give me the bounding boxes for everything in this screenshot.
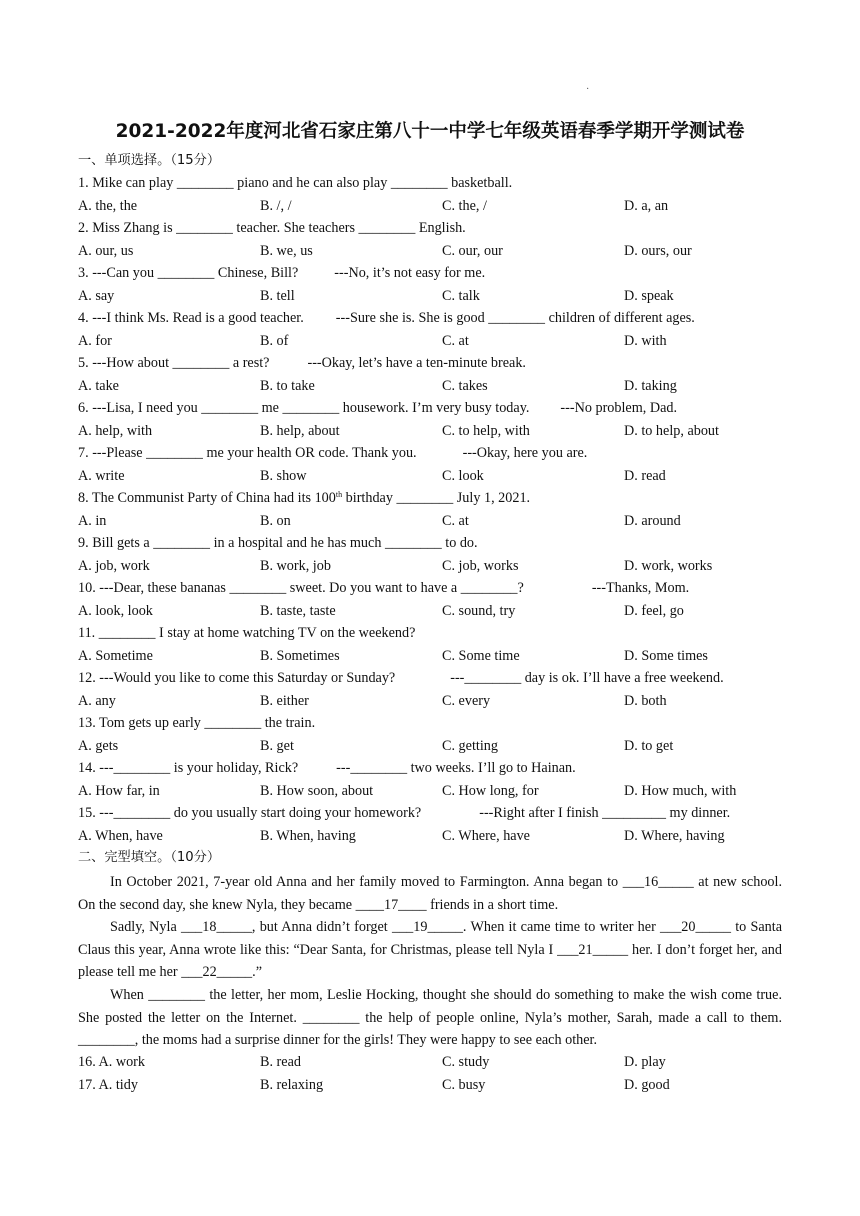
question-14-prompt: 14. ---________ is your holiday, Rick? <box>78 760 299 776</box>
option-d: D. play <box>624 1054 666 1070</box>
option-a: A. help, with <box>78 423 153 439</box>
option-c: C. takes <box>442 378 488 394</box>
option-c: C. at <box>442 513 469 529</box>
question-8-text-end: birthday ________ July 1, 2021. <box>342 490 531 506</box>
option-a: A. take <box>78 378 119 394</box>
question-11-options <box>78 646 784 666</box>
option-c: C. to help, with <box>442 423 530 439</box>
option-a: A. job, work <box>78 558 150 574</box>
question-9: 9. Bill gets a ________ in a hospital and he has much ________ to do. <box>78 535 478 551</box>
option-b: B. help, about <box>260 423 340 439</box>
cloze-paragraph-1: In October 2021, 7-year old Anna and her family moved to Farmington. Anna began to ___16_____ at new school. On the second day, she knew Nyla, they became ____17____ friends in a short time. <box>78 874 782 913</box>
option-b: B. relaxing <box>260 1077 324 1093</box>
question-4 <box>78 308 784 328</box>
option-c: C. talk <box>442 288 480 304</box>
question-15-options <box>78 826 784 846</box>
question-3-reply: ---No, it’s not easy for me. <box>334 265 486 281</box>
question-3 <box>78 263 784 283</box>
option-d: D. Where, having <box>624 828 725 844</box>
section-heading-cloze: 二、完型填空。（10分） <box>78 850 221 865</box>
question-10-prompt: 10. ---Dear, these bananas ________ sweet. Do you want to have a ________? <box>78 580 524 596</box>
question-8-options <box>78 511 784 531</box>
option-b: B. of <box>260 333 289 349</box>
option-c: C. our, our <box>442 243 503 259</box>
question-6-prompt: 6. ---Lisa, I need you ________ me ________ housework. I’m very busy today. <box>78 400 530 416</box>
question-8-text-start: 8. The Communist Party of China had its 100 <box>78 490 336 506</box>
option-a: A. Sometime <box>78 648 153 664</box>
option-d: D. to get <box>624 738 674 754</box>
question-6-reply: ---No problem, Dad. <box>560 400 678 416</box>
option-d: D. both <box>624 693 667 709</box>
option-d: D. Some times <box>624 648 708 664</box>
option-b: B. we, us <box>260 243 313 259</box>
question-16-options <box>78 1052 784 1072</box>
option-b: B. Sometimes <box>260 648 340 664</box>
question-4-reply: ---Sure she is. She is good ________ children of different ages. <box>335 310 695 326</box>
question-2: 2. Miss Zhang is ________ teacher. She teachers ________ English. <box>78 220 466 236</box>
option-a: A. the, the <box>78 198 138 214</box>
question-9-options <box>78 556 784 576</box>
question-1: 1. Mike can play ________ piano and he can also play ________ basketball. <box>78 175 513 191</box>
option-b: B. get <box>260 738 294 754</box>
option-c: C. at <box>442 333 469 349</box>
question-10 <box>78 578 784 598</box>
option-b: B. either <box>260 693 309 709</box>
option-b: B. tell <box>260 288 295 304</box>
page-title: 2021-2022年度河北省石家庄第八十一中学七年级英语春季学期开学测试卷 <box>115 121 745 142</box>
option-d: D. a, an <box>624 198 669 214</box>
option-d: D. with <box>624 333 667 349</box>
question-15-prompt: 15. ---________ do you usually start doing your homework? <box>78 805 422 821</box>
option-c: C. every <box>442 693 491 709</box>
question-4-prompt: 4. ---I think Ms. Read is a good teacher. <box>78 310 304 326</box>
option-c: C. Where, have <box>442 828 530 844</box>
question-10-options <box>78 601 784 621</box>
question-11: 11. ________ I stay at home watching TV on the weekend? <box>78 625 416 641</box>
option-c: C. getting <box>442 738 498 754</box>
option-d: D. read <box>624 468 666 484</box>
question-8 <box>78 488 784 508</box>
option-b: B. on <box>260 513 291 529</box>
option-a: A. say <box>78 288 115 304</box>
option-c: C. the, / <box>442 198 487 214</box>
option-c: C. busy <box>442 1077 486 1093</box>
question-6 <box>78 398 784 418</box>
option-b: B. How soon, about <box>260 783 374 799</box>
question-13-options <box>78 736 784 756</box>
question-12-options <box>78 691 784 711</box>
question-12-reply: ---________ day is ok. I’ll have a free weekend. <box>450 670 724 686</box>
option-a: A. any <box>78 693 116 709</box>
option-c: C. look <box>442 468 484 484</box>
option-d: D. taking <box>624 378 677 394</box>
question-2-options <box>78 241 784 261</box>
option-b: B. /, / <box>260 198 292 214</box>
option-a: A. our, us <box>78 243 134 259</box>
option-a: A. When, have <box>78 828 163 844</box>
option-a: 17. A. tidy <box>78 1077 138 1093</box>
option-b: B. taste, taste <box>260 603 336 619</box>
option-a: A. in <box>78 513 107 529</box>
question-10-reply: ---Thanks, Mom. <box>591 580 690 596</box>
question-3-prompt: 3. ---Can you ________ Chinese, Bill? <box>78 265 299 281</box>
option-c: C. How long, for <box>442 783 539 799</box>
cloze-paragraph-2: Sadly, Nyla ___18_____, but Anna didn’t forget ___19_____. When it came time to writer her ___20_____ to Santa Claus this year, Anna wrote like this: “Dear Santa, for Christmas, please tell Nyla I ___21_____ her. I don’t forget her, and please tell me her ___22_____.” <box>78 919 782 981</box>
option-b: B. show <box>260 468 307 484</box>
option-b: B. read <box>260 1054 301 1070</box>
question-3-options <box>78 286 784 306</box>
question-15-reply: ---Right after I finish _________ my dinner. <box>479 805 731 821</box>
option-d: D. How much, with <box>624 783 737 799</box>
question-5-prompt: 5. ---How about ________ a rest? <box>78 355 270 371</box>
question-7 <box>78 443 784 463</box>
header-dot: · <box>586 84 590 95</box>
question-5-options <box>78 376 784 396</box>
option-b: B. work, job <box>260 558 331 574</box>
question-4-options <box>78 331 784 351</box>
question-1-options <box>78 196 784 216</box>
question-5 <box>78 353 784 373</box>
question-5-reply: ---Okay, let’s have a ten-minute break. <box>307 355 526 371</box>
question-15 <box>78 803 784 823</box>
option-d: D. to help, about <box>624 423 719 439</box>
question-13: 13. Tom gets up early ________ the train. <box>78 715 316 731</box>
option-a: A. look, look <box>78 603 153 619</box>
question-17-options <box>78 1075 784 1095</box>
option-c: C. study <box>442 1054 490 1070</box>
option-a: A. gets <box>78 738 119 754</box>
option-c: C. job, works <box>442 558 519 574</box>
option-d: D. work, works <box>624 558 713 574</box>
option-d: D. ours, our <box>624 243 692 259</box>
section-heading-multiple-choice: 一、单项选择。（15分） <box>78 153 221 168</box>
option-d: D. feel, go <box>624 603 684 619</box>
question-7-reply: ---Okay, here you are. <box>462 445 588 461</box>
option-d: D. speak <box>624 288 674 304</box>
question-8-superscript: th <box>335 490 343 499</box>
question-7-prompt: 7. ---Please ________ me your health OR code. Thank you. <box>78 445 417 461</box>
question-12 <box>78 668 784 688</box>
cloze-paragraph-3: When ________ the letter, her mom, Leslie Hocking, thought she should do something to make the wish come true. She posted the letter on the Internet. ________ the help of people online, Nyla’s mother, Sarah, made a call to them. ________, the moms had a surprise dinner for the girls! They were happy to see each other. <box>78 987 782 1049</box>
option-a: A. for <box>78 333 112 349</box>
option-d: D. good <box>624 1077 670 1093</box>
option-b: B. When, having <box>260 828 356 844</box>
question-14-reply: ---________ two weeks. I’ll go to Hainan. <box>336 760 576 776</box>
question-12-prompt: 12. ---Would you like to come this Saturday or Sunday? <box>78 670 396 686</box>
option-b: B. to take <box>260 378 315 394</box>
option-a: 16. A. work <box>78 1054 145 1070</box>
question-14 <box>78 758 784 778</box>
question-6-options <box>78 421 784 441</box>
question-14-options <box>78 781 784 801</box>
option-a: A. How far, in <box>78 783 160 799</box>
option-a: A. write <box>78 468 125 484</box>
option-d: D. around <box>624 513 681 529</box>
option-c: C. sound, try <box>442 603 516 619</box>
question-7-options <box>78 466 784 486</box>
option-c: C. Some time <box>442 648 520 664</box>
